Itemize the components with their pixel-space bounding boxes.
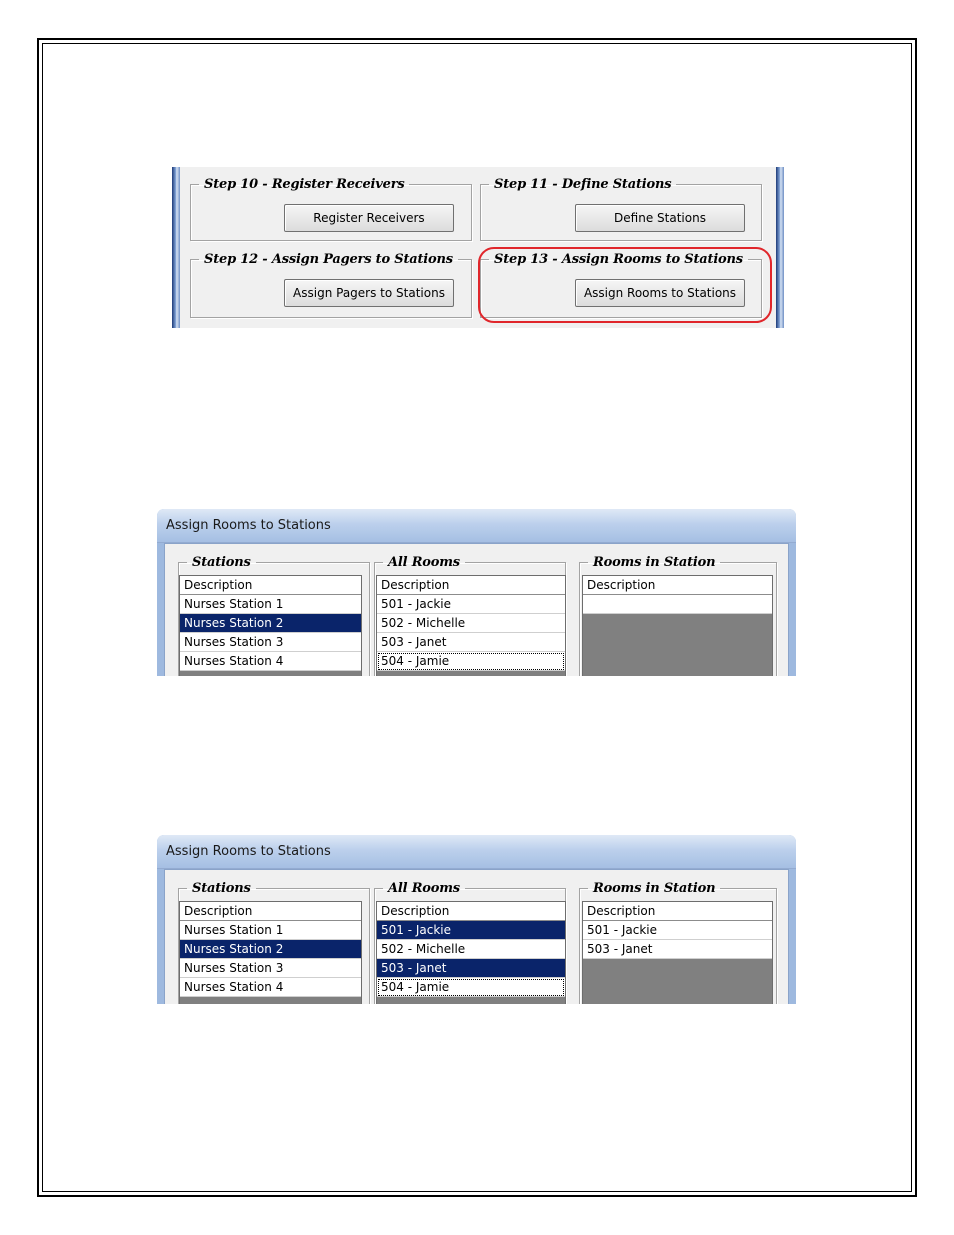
station-row[interactable]: Nurses Station 3 xyxy=(180,959,361,978)
rooms-in-station-list[interactable] xyxy=(582,901,773,1004)
rooms-in-station-legend: Rooms in Station xyxy=(593,881,716,896)
assign-pagers-to-stations-button[interactable]: Assign Pagers to Stations xyxy=(284,279,454,307)
rooms-in-station-row[interactable]: 503 - Janet xyxy=(583,940,772,959)
all-rooms-legend: All Rooms xyxy=(388,881,460,896)
register-receivers-button[interactable]: Register Receivers xyxy=(284,204,454,232)
all-rooms-list-header[interactable]: Description xyxy=(377,902,565,921)
room-row[interactable]: 502 - Michelle xyxy=(377,940,565,959)
stations-legend: Stations xyxy=(192,555,251,570)
assign-rooms-to-stations-button[interactable]: Assign Rooms to Stations xyxy=(575,279,745,307)
room-row-focused[interactable]: 504 - Jamie xyxy=(377,652,565,671)
rooms-in-station-list-header[interactable]: Description xyxy=(583,576,772,595)
all-rooms-list[interactable] xyxy=(376,901,566,1004)
stations-list[interactable] xyxy=(179,575,362,676)
step13-legend: Step 13 - Assign Rooms to Stations xyxy=(494,252,743,267)
rooms-in-station-list-header[interactable]: Description xyxy=(583,902,772,921)
step13-highlight-circle xyxy=(478,247,772,323)
stations-legend: Stations xyxy=(192,881,251,896)
station-row[interactable]: Nurses Station 1 xyxy=(180,595,361,614)
room-row-selected[interactable]: 501 - Jackie xyxy=(377,921,565,940)
rooms-in-station-empty-row[interactable] xyxy=(583,595,772,614)
station-row-selected[interactable]: Nurses Station 2 xyxy=(180,614,361,633)
room-row-focused[interactable]: 504 - Jamie xyxy=(377,978,565,997)
dialog-body xyxy=(164,543,789,676)
room-row-selected[interactable]: 503 - Janet xyxy=(377,959,565,978)
station-row-selected[interactable]: Nurses Station 2 xyxy=(180,940,361,959)
rooms-in-station-row[interactable]: 501 - Jackie xyxy=(583,921,772,940)
all-rooms-list[interactable] xyxy=(376,575,566,676)
assign-rooms-dialog-before xyxy=(157,509,796,676)
step10-legend: Step 10 - Register Receivers xyxy=(204,177,405,192)
window-edge-right xyxy=(776,167,784,328)
step11-legend: Step 11 - Define Stations xyxy=(494,177,672,192)
dialog-title: Assign Rooms to Stations xyxy=(166,844,331,859)
dialog-body xyxy=(164,869,789,1004)
dialog-title: Assign Rooms to Stations xyxy=(166,518,331,533)
rooms-in-station-list[interactable] xyxy=(582,575,773,676)
station-row[interactable]: Nurses Station 4 xyxy=(180,978,361,997)
station-row[interactable]: Nurses Station 3 xyxy=(180,633,361,652)
stations-list[interactable] xyxy=(179,901,362,1004)
dialog-titlebar xyxy=(157,835,796,869)
define-stations-button[interactable]: Define Stations xyxy=(575,204,745,232)
all-rooms-legend: All Rooms xyxy=(388,555,460,570)
stations-list-header[interactable]: Description xyxy=(180,576,361,595)
room-row[interactable]: 502 - Michelle xyxy=(377,614,565,633)
step12-legend: Step 12 - Assign Pagers to Stations xyxy=(204,252,453,267)
window-edge-left xyxy=(172,167,180,328)
stations-list-header[interactable]: Description xyxy=(180,902,361,921)
assign-rooms-dialog-after xyxy=(157,835,796,1004)
steps-panel-screenshot xyxy=(172,167,784,328)
room-row[interactable]: 501 - Jackie xyxy=(377,595,565,614)
room-row[interactable]: 503 - Janet xyxy=(377,633,565,652)
dialog-titlebar xyxy=(157,509,796,543)
station-row[interactable]: Nurses Station 4 xyxy=(180,652,361,671)
all-rooms-list-header[interactable]: Description xyxy=(377,576,565,595)
rooms-in-station-legend: Rooms in Station xyxy=(593,555,716,570)
station-row[interactable]: Nurses Station 1 xyxy=(180,921,361,940)
